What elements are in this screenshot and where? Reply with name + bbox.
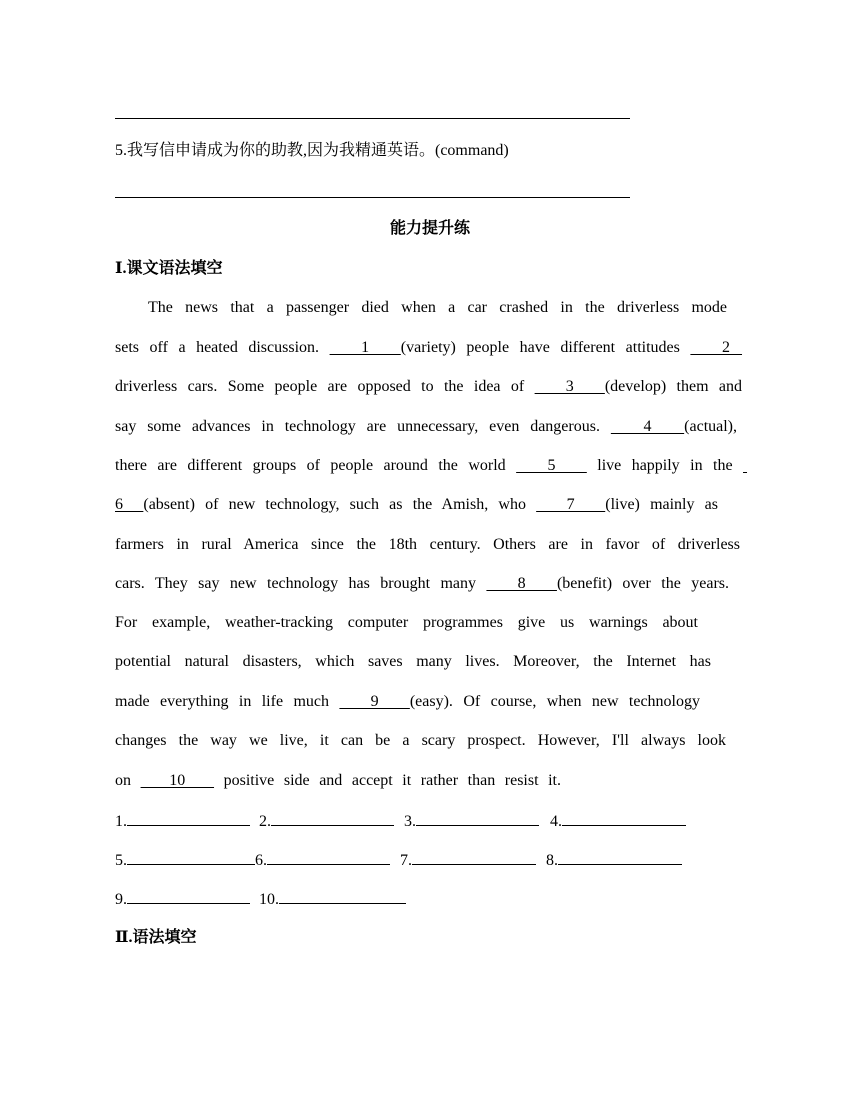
blank-8[interactable]: 8 xyxy=(486,575,557,592)
blank-6-start[interactable] xyxy=(743,457,747,474)
passage-line-12: changes the way we live, it can be a scary prospect. However, I'll always look xyxy=(115,732,726,749)
answer-6[interactable]: 6. xyxy=(255,849,390,871)
answer-4-blank[interactable] xyxy=(562,810,686,826)
blank-6-end[interactable]: 6 xyxy=(115,496,144,513)
answer-4[interactable]: 4. xyxy=(550,810,686,832)
item-5-prompt: 5.我写信申请成为你的助教,因为我精通英语。(command) xyxy=(115,142,509,159)
blank-9[interactable]: 9 xyxy=(339,693,410,710)
answer-3-blank[interactable] xyxy=(416,810,539,826)
part2-heading: Ⅱ.语法填空 xyxy=(115,929,197,946)
answer-7-blank[interactable] xyxy=(412,849,536,865)
answer-3[interactable]: 3. xyxy=(404,810,539,832)
passage-line-11: made everything in life much 9 (easy). Of course, when new technology xyxy=(115,693,700,710)
passage-line-9: For example, weather-tracking computer programmes give us warnings about xyxy=(115,614,698,631)
passage-line-10: potential natural disasters, which saves many lives. Moreover, the Internet has xyxy=(115,653,711,670)
passage-line-13: on 10 positive side and accept it rather than resist it. xyxy=(115,772,562,789)
passage-line-6: 6 (absent) of new technology, such as the Amish, who 7 (live) mainly as xyxy=(115,496,719,513)
answer-line-4 xyxy=(115,118,630,119)
blank-10[interactable]: 10 xyxy=(140,772,215,789)
blank-7[interactable]: 7 xyxy=(536,496,606,513)
answer-1[interactable]: 1. xyxy=(115,810,250,832)
answer-2-blank[interactable] xyxy=(271,810,394,826)
answer-9[interactable]: 9. xyxy=(115,888,250,910)
blank-3[interactable]: 3 xyxy=(534,378,605,395)
answer-8-blank[interactable] xyxy=(558,849,682,865)
passage-line-2: sets off a heated discussion. 1 (variety) people have different attitudes 2 xyxy=(115,339,743,356)
section-title: 能力提升练 xyxy=(389,220,470,237)
answer-line-5 xyxy=(115,197,630,198)
passage-line-8: cars. They say new technology has brought many 8 (benefit) over the years. xyxy=(115,575,730,592)
passage-line-5: there are different groups of people around the world 5 live happily in the xyxy=(115,456,747,476)
blank-5[interactable]: 5 xyxy=(516,457,587,474)
blank-4[interactable]: 4 xyxy=(610,418,685,435)
passage-line-1: The news that a passenger died when a car crashed in the driverless mode xyxy=(148,299,727,316)
answer-10-blank[interactable] xyxy=(279,888,406,904)
answer-5-blank[interactable] xyxy=(127,849,255,865)
answer-8[interactable]: 8. xyxy=(546,849,682,871)
answer-6-blank[interactable] xyxy=(267,849,390,865)
answer-2[interactable]: 2. xyxy=(259,810,394,832)
answer-1-blank[interactable] xyxy=(127,810,250,826)
passage-line-7: farmers in rural America since the 18th century. Others are in favor of driverless xyxy=(115,536,740,553)
part1-heading: Ⅰ.课文语法填空 xyxy=(115,260,223,277)
blank-2[interactable]: 2 xyxy=(690,339,743,356)
answer-5[interactable]: 5. xyxy=(115,849,255,871)
answer-10[interactable]: 10. xyxy=(259,888,406,910)
passage-line-4: say some advances in technology are unnecessary, even dangerous. 4 (actual), xyxy=(115,418,738,435)
passage-line-3: driverless cars. Some people are opposed to the idea of 3 (develop) them and xyxy=(115,378,742,395)
answer-7[interactable]: 7. xyxy=(400,849,536,871)
answer-9-blank[interactable] xyxy=(127,888,250,904)
blank-1[interactable]: 1 xyxy=(329,339,401,356)
